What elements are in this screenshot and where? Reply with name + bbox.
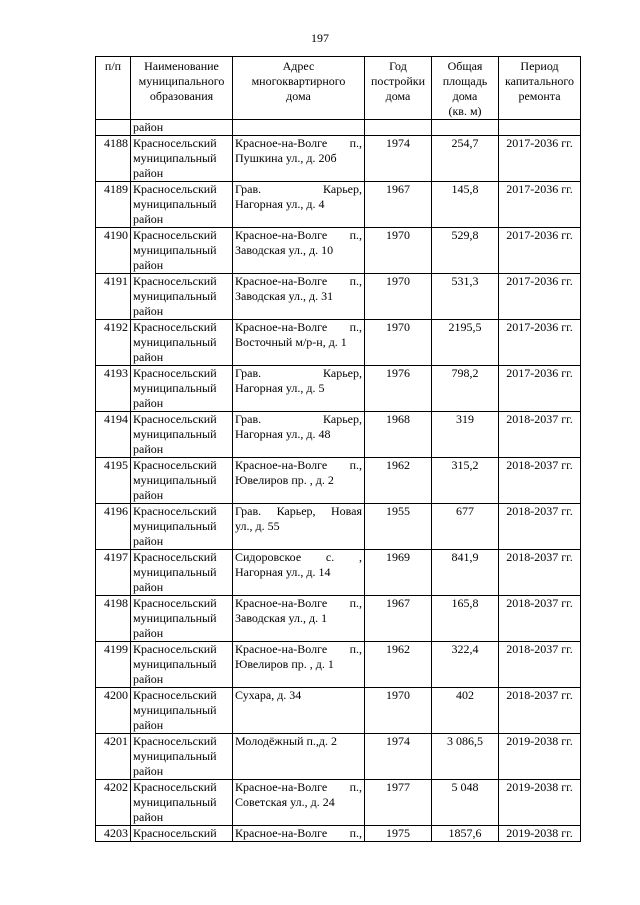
address-line: Заводская ул., д. 31	[235, 289, 334, 303]
build-year-cell: 1967	[365, 596, 432, 642]
build-year-cell: 1969	[365, 550, 432, 596]
municipality-line: Красносельский	[133, 320, 217, 334]
address-line: Грав. Карьер, Новая	[235, 504, 362, 518]
address-line: Ювелиров пр. , д. 1	[235, 657, 334, 671]
municipality-cell	[131, 458, 233, 504]
repair-period-cell: 2018-2037 гг.	[499, 550, 581, 596]
municipality-line: район	[133, 488, 164, 502]
repair-period-cell: 2018-2037 гг.	[499, 412, 581, 458]
address-line: Нагорная ул., д. 4	[235, 197, 325, 211]
row-number-cell: 4200	[96, 688, 131, 734]
carry-name-cell: район	[131, 120, 233, 136]
address-line: Заводская ул., д. 10	[235, 243, 334, 257]
repair-period-cell: 2019-2038 гг.	[499, 826, 581, 842]
carry-year-cell	[365, 120, 432, 136]
address-line: Красное-на-Волге п.,	[235, 642, 362, 656]
address-line: Ювелиров пр. , д. 2	[235, 473, 334, 487]
repair-period-cell: 2017-2036 гг.	[499, 136, 581, 182]
header-address-line: Адрес	[282, 59, 315, 73]
address-line: Восточный м/р-н, д. 1	[235, 335, 347, 349]
header-period-line: Период	[520, 59, 559, 73]
build-year-cell: 1968	[365, 412, 432, 458]
total-area-cell: 677	[432, 504, 499, 550]
header-address-line: дома	[286, 89, 311, 103]
address-line: Красное-на-Волге п.,	[235, 780, 362, 794]
address-cell	[233, 780, 365, 826]
repair-period-cell: 2017-2036 гг.	[499, 182, 581, 228]
row-number-cell: 4196	[96, 504, 131, 550]
row-number-cell: 4195	[96, 458, 131, 504]
address-cell	[233, 734, 365, 780]
header-name	[131, 57, 233, 120]
header-year-line: постройки	[370, 74, 426, 88]
total-area-cell: 531,3	[432, 274, 499, 320]
municipality-cell	[131, 136, 233, 182]
row-number-cell: 4192	[96, 320, 131, 366]
address-line: Нагорная ул., д. 14	[235, 565, 331, 579]
municipality-line: район	[133, 764, 164, 778]
municipality-line: Красносельский	[133, 734, 217, 748]
address-line: Нагорная ул., д. 48	[235, 427, 331, 441]
address-line: Красное-на-Волге п.,	[235, 596, 362, 610]
municipality-line: район	[133, 672, 164, 686]
address-line: Красное-на-Волге п.,	[235, 320, 362, 334]
address-line: Пушкина ул., д. 20б	[235, 151, 337, 165]
total-area-cell: 322,4	[432, 642, 499, 688]
municipality-cell	[131, 412, 233, 458]
municipality-line: Красносельский	[133, 504, 217, 518]
total-area-cell: 315,2	[432, 458, 499, 504]
municipality-line: муниципальный	[133, 473, 217, 487]
address-cell	[233, 550, 365, 596]
header-name-line: образования	[149, 89, 214, 103]
address-cell	[233, 596, 365, 642]
municipality-line: Красносельский	[133, 228, 217, 242]
address-cell	[233, 182, 365, 228]
build-year-cell: 1977	[365, 780, 432, 826]
table-row	[96, 182, 581, 228]
address-line: Грав. Карьер,	[235, 182, 362, 196]
row-number-cell: 4199	[96, 642, 131, 688]
municipality-line: Красносельский	[133, 826, 217, 840]
header-address	[233, 57, 365, 120]
build-year-cell: 1955	[365, 504, 432, 550]
header-year-line: Год	[389, 59, 407, 73]
table-row	[96, 642, 581, 688]
header-name-line: Наименование	[144, 59, 219, 73]
row-number-cell: 4191	[96, 274, 131, 320]
municipality-line: Красносельский	[133, 366, 217, 380]
address-line: Красное-на-Волге п.,	[235, 136, 362, 150]
total-area-cell: 841,9	[432, 550, 499, 596]
header-address-line: многоквартирного	[251, 74, 346, 88]
municipality-line: район	[133, 212, 164, 226]
carry-area-cell	[432, 120, 499, 136]
repair-period-cell: 2017-2036 гг.	[499, 366, 581, 412]
address-line: Красное-на-Волге п.,	[235, 458, 362, 472]
build-year-cell: 1976	[365, 366, 432, 412]
address-line: Заводская ул., д. 1	[235, 611, 328, 625]
total-area-cell: 5 048	[432, 780, 499, 826]
municipality-line: муниципальный	[133, 427, 217, 441]
address-cell	[233, 642, 365, 688]
build-year-cell: 1970	[365, 274, 432, 320]
total-area-cell: 529,8	[432, 228, 499, 274]
municipality-cell	[131, 688, 233, 734]
build-year-cell: 1962	[365, 642, 432, 688]
build-year-cell: 1970	[365, 688, 432, 734]
municipality-line: муниципальный	[133, 151, 217, 165]
header-period-line: капитального	[505, 74, 574, 88]
repair-period-cell: 2019-2038 гг.	[499, 780, 581, 826]
municipality-line: район	[133, 166, 164, 180]
address-cell	[233, 366, 365, 412]
total-area-cell: 319	[432, 412, 499, 458]
header-num: п/п	[96, 57, 131, 120]
municipality-line: муниципальный	[133, 243, 217, 257]
header-area-line: (кв. м)	[448, 104, 482, 118]
header-area	[432, 57, 499, 120]
repair-period-cell: 2018-2037 гг.	[499, 504, 581, 550]
address-line: Сухара, д. 34	[235, 688, 302, 702]
municipality-line: муниципальный	[133, 611, 217, 625]
build-year-cell: 1974	[365, 734, 432, 780]
table-row	[96, 274, 581, 320]
municipality-line: Красносельский	[133, 136, 217, 150]
table-row	[96, 688, 581, 734]
municipality-line: район	[133, 304, 164, 318]
header-area-line: дома	[452, 89, 478, 103]
header-row	[96, 57, 581, 120]
carry-address-cell	[233, 120, 365, 136]
address-line: Красное-на-Волге п.,	[235, 228, 362, 242]
municipality-line: муниципальный	[133, 795, 217, 809]
municipality-cell	[131, 780, 233, 826]
table-row	[96, 412, 581, 458]
municipality-line: муниципальный	[133, 565, 217, 579]
municipality-line: муниципальный	[133, 381, 217, 395]
table-row	[96, 458, 581, 504]
housing-registry-table	[95, 56, 581, 842]
build-year-cell: 1974	[365, 136, 432, 182]
municipality-cell	[131, 826, 233, 842]
municipality-line: район	[133, 350, 164, 364]
table-row	[96, 320, 581, 366]
header-area-line: Общая	[447, 59, 483, 73]
row-number-cell: 4197	[96, 550, 131, 596]
repair-period-cell: 2017-2036 гг.	[499, 228, 581, 274]
row-number-cell: 4201	[96, 734, 131, 780]
total-area-cell: 1857,6	[432, 826, 499, 842]
municipality-line: муниципальный	[133, 657, 217, 671]
table-row	[96, 136, 581, 182]
municipality-cell	[131, 320, 233, 366]
repair-period-cell: 2019-2038 гг.	[499, 734, 581, 780]
build-year-cell: 1962	[365, 458, 432, 504]
municipality-cell	[131, 504, 233, 550]
address-cell	[233, 826, 365, 842]
repair-period-cell: 2017-2036 гг.	[499, 274, 581, 320]
table-row	[96, 504, 581, 550]
repair-period-cell: 2018-2037 гг.	[499, 596, 581, 642]
header-name-line: муниципального	[138, 74, 225, 88]
municipality-line: муниципальный	[133, 289, 217, 303]
municipality-cell	[131, 642, 233, 688]
table-row	[96, 596, 581, 642]
municipality-line: район	[133, 258, 164, 272]
address-cell	[233, 136, 365, 182]
address-line: Сидоровское с. ,	[235, 550, 362, 564]
address-line: Грав. Карьер,	[235, 366, 362, 380]
table-row	[96, 550, 581, 596]
address-line: ул., д. 55	[235, 519, 280, 533]
header-period-line: ремонта	[518, 89, 561, 103]
municipality-cell	[131, 366, 233, 412]
municipality-line: район	[133, 442, 164, 456]
municipality-line: муниципальный	[133, 335, 217, 349]
repair-period-cell: 2017-2036 гг.	[499, 320, 581, 366]
address-cell	[233, 228, 365, 274]
carry-over-row	[96, 120, 581, 136]
row-number-cell: 4194	[96, 412, 131, 458]
header-year-line: дома	[385, 89, 411, 103]
address-line: Грав. Карьер,	[235, 412, 362, 426]
municipality-line: Красносельский	[133, 182, 217, 196]
address-cell	[233, 320, 365, 366]
table-row	[96, 826, 581, 842]
carry-period-cell	[499, 120, 581, 136]
municipality-line: Красносельский	[133, 780, 217, 794]
address-cell	[233, 688, 365, 734]
total-area-cell: 254,7	[432, 136, 499, 182]
municipality-line: Красносельский	[133, 550, 217, 564]
municipality-line: район	[133, 718, 164, 732]
header-period	[499, 57, 581, 120]
municipality-line: муниципальный	[133, 519, 217, 533]
row-number-cell: 4188	[96, 136, 131, 182]
address-cell	[233, 458, 365, 504]
municipality-cell	[131, 734, 233, 780]
header-area-line: площадь	[442, 74, 488, 88]
municipality-cell	[131, 228, 233, 274]
carry-num-cell	[96, 120, 131, 136]
municipality-line: район	[133, 580, 164, 594]
repair-period-cell: 2018-2037 гг.	[499, 688, 581, 734]
municipality-line: Красносельский	[133, 458, 217, 472]
row-number-cell: 4193	[96, 366, 131, 412]
table-row	[96, 366, 581, 412]
repair-period-cell: 2018-2037 гг.	[499, 458, 581, 504]
total-area-cell: 402	[432, 688, 499, 734]
total-area-cell: 165,8	[432, 596, 499, 642]
total-area-cell: 798,2	[432, 366, 499, 412]
municipality-line: муниципальный	[133, 197, 217, 211]
municipality-line: Красносельский	[133, 688, 217, 702]
total-area-cell: 145,8	[432, 182, 499, 228]
municipality-line: муниципальный	[133, 703, 217, 717]
municipality-line: район	[133, 396, 164, 410]
build-year-cell: 1970	[365, 320, 432, 366]
address-line: Красное-на-Волге п.,	[235, 826, 362, 840]
municipality-line: район	[133, 626, 164, 640]
municipality-cell	[131, 274, 233, 320]
repair-period-cell: 2018-2037 гг.	[499, 642, 581, 688]
municipality-line: Красносельский	[133, 274, 217, 288]
municipality-line: Красносельский	[133, 412, 217, 426]
row-number-cell: 4189	[96, 182, 131, 228]
build-year-cell: 1975	[365, 826, 432, 842]
row-number-cell: 4203	[96, 826, 131, 842]
municipality-cell	[131, 596, 233, 642]
build-year-cell: 1967	[365, 182, 432, 228]
row-number-cell: 4202	[96, 780, 131, 826]
municipality-line: Красносельский	[133, 642, 217, 656]
address-cell	[233, 274, 365, 320]
municipality-line: Красносельский	[133, 596, 217, 610]
municipality-line: район	[133, 810, 164, 824]
table-row	[96, 228, 581, 274]
build-year-cell: 1970	[365, 228, 432, 274]
address-cell	[233, 412, 365, 458]
municipality-line: район	[133, 534, 164, 548]
address-cell	[233, 504, 365, 550]
table-row	[96, 780, 581, 826]
page-number: 197	[311, 31, 329, 45]
address-line: Красное-на-Волге п.,	[235, 274, 362, 288]
address-line: Молодёжный п.,д. 2	[235, 734, 338, 748]
table-row	[96, 734, 581, 780]
address-line: Нагорная ул., д. 5	[235, 381, 325, 395]
row-number-cell: 4198	[96, 596, 131, 642]
municipality-cell	[131, 550, 233, 596]
municipality-cell	[131, 182, 233, 228]
total-area-cell: 2195,5	[432, 320, 499, 366]
row-number-cell: 4190	[96, 228, 131, 274]
municipality-line: муниципальный	[133, 749, 217, 763]
header-year	[365, 57, 432, 120]
address-line: Советская ул., д. 24	[235, 795, 335, 809]
total-area-cell: 3 086,5	[432, 734, 499, 780]
